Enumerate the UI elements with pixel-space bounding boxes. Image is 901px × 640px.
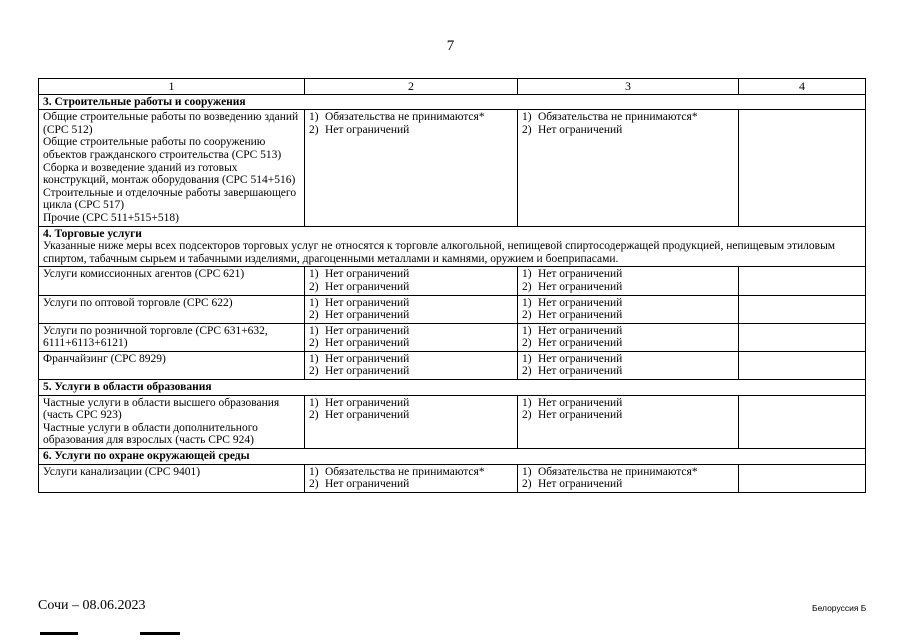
sector-cell bbox=[39, 295, 305, 323]
measure-number: 2) bbox=[522, 309, 532, 322]
measure-text: Нет ограничений bbox=[325, 309, 410, 322]
measure-text: Нет ограничений bbox=[325, 123, 410, 136]
sector-cell bbox=[39, 395, 305, 448]
empty-cell bbox=[739, 351, 866, 379]
measure-number: 1) bbox=[522, 396, 532, 409]
measure-number: 1) bbox=[309, 268, 319, 281]
measure-text: Нет ограничений bbox=[325, 280, 410, 293]
measure-cell bbox=[305, 464, 518, 492]
header-cell: 3 bbox=[518, 79, 739, 95]
sector-name: Общие строительные работы по сооружению объектов гражданского строительства (CPC 513) bbox=[43, 136, 282, 161]
measure-cell bbox=[305, 267, 518, 295]
measure-text: Нет ограничений bbox=[325, 396, 410, 409]
measure-number: 1) bbox=[309, 296, 319, 309]
measure-cell bbox=[305, 110, 518, 226]
measure-item bbox=[309, 111, 513, 124]
measure-text: Нет ограничений bbox=[538, 268, 623, 281]
section-title: 3. Строительные работы и сооружения bbox=[43, 95, 246, 108]
measure-item bbox=[522, 337, 734, 350]
measure-text: Нет ограничений bbox=[325, 268, 410, 281]
section-title-cell bbox=[39, 380, 866, 396]
measure-item bbox=[522, 353, 734, 366]
measure-cell bbox=[518, 267, 739, 295]
measure-cell bbox=[518, 464, 739, 492]
measure-item bbox=[309, 353, 513, 366]
measure-text: Нет ограничений bbox=[538, 352, 623, 365]
measure-text: Нет ограничений bbox=[325, 352, 410, 365]
measure-cell bbox=[518, 110, 739, 226]
measure-cell bbox=[518, 351, 739, 379]
measure-number: 1) bbox=[522, 324, 532, 337]
sector-name: Строительные и отделочные работы завершающего цикла (CPC 517) bbox=[43, 186, 297, 212]
measure-item bbox=[522, 111, 734, 124]
measure-number: 2) bbox=[522, 280, 532, 293]
measure-item bbox=[522, 409, 734, 422]
measure-text: Нет ограничений bbox=[325, 365, 410, 378]
measure-item bbox=[309, 466, 513, 479]
measure-number: 1) bbox=[522, 111, 532, 124]
measure-item bbox=[522, 297, 734, 310]
section-note: Указанные ниже меры всех подсекторов торговых услуг не относятся к торговле алкогольной, непищевой спиртосодержащей продукцией, непищевым этиловым спиртом, табачным сырьем и табачными изделиями, драгоценными металлами и камнями, оружием и боеприпасами. bbox=[43, 240, 836, 265]
sector-cell bbox=[39, 267, 305, 295]
sector-cell bbox=[39, 110, 305, 226]
page-number: 7 bbox=[446, 38, 455, 54]
measure-number: 1) bbox=[522, 296, 532, 309]
sector-name: Франчайзинг (CPC 8929) bbox=[43, 352, 166, 365]
section-title-cell bbox=[39, 449, 866, 465]
empty-cell bbox=[739, 323, 866, 351]
table-row bbox=[39, 110, 866, 226]
measure-text: Обязательства не принимаются* bbox=[538, 111, 698, 124]
sector-name: Услуги комиссионных агентов (CPC 621) bbox=[43, 268, 245, 281]
table-row bbox=[39, 351, 866, 379]
measure-text: Нет ограничений bbox=[538, 396, 623, 409]
measure-item bbox=[309, 478, 513, 491]
measure-text: Нет ограничений bbox=[538, 296, 623, 309]
sector-name: Частные услуги в области дополнительного образования для взрослых (часть CPC 924) bbox=[43, 421, 258, 447]
section-title: 6. Услуги по охране окружающей среды bbox=[43, 450, 250, 463]
measure-text: Нет ограничений bbox=[325, 337, 410, 350]
measure-text: Нет ограничений bbox=[538, 337, 623, 350]
measure-cell bbox=[305, 395, 518, 448]
measure-item bbox=[309, 297, 513, 310]
measure-item bbox=[309, 309, 513, 322]
footer-mark bbox=[140, 632, 180, 635]
header-cell: 1 bbox=[39, 79, 305, 95]
measure-item bbox=[309, 365, 513, 378]
measure-item bbox=[309, 397, 513, 410]
section-title: 5. Услуги в области образования bbox=[43, 381, 212, 394]
measure-text: Обязательства не принимаются* bbox=[325, 465, 485, 478]
table-row bbox=[39, 395, 866, 448]
header-cell: 4 bbox=[739, 79, 866, 95]
measure-item bbox=[522, 466, 734, 479]
measure-number: 1) bbox=[522, 465, 532, 478]
sector-cell bbox=[39, 323, 305, 351]
sector-name: Частные услуги в области высшего образования (часть CPC 923) bbox=[43, 396, 280, 422]
measure-text: Нет ограничений bbox=[325, 409, 410, 422]
footer-country: Белоруссия Б bbox=[812, 603, 867, 613]
measure-item bbox=[522, 281, 734, 294]
measure-item bbox=[309, 325, 513, 338]
sector-name: Услуги по розничной торговле (CPC 631+632, 6111+6113+6121) bbox=[43, 324, 268, 350]
measure-text: Нет ограничений bbox=[538, 478, 623, 491]
measure-item bbox=[309, 409, 513, 422]
measure-text: Нет ограничений bbox=[538, 365, 623, 378]
measure-number: 2) bbox=[309, 309, 319, 322]
measure-cell bbox=[518, 295, 739, 323]
measure-text: Нет ограничений bbox=[538, 309, 623, 322]
measure-cell bbox=[305, 351, 518, 379]
empty-cell bbox=[739, 395, 866, 448]
measure-item bbox=[522, 397, 734, 410]
sector-name: Сборка и возведение зданий из готовых конструкций, монтаж оборудования (CPC 514+516) bbox=[43, 161, 296, 187]
measure-item bbox=[309, 124, 513, 137]
measure-number: 1) bbox=[309, 396, 319, 409]
measure-number: 2) bbox=[309, 409, 319, 422]
section-row bbox=[39, 449, 866, 465]
sector-name: Прочие (CPC 511+515+518) bbox=[43, 211, 179, 224]
measure-item bbox=[522, 309, 734, 322]
measure-cell bbox=[305, 323, 518, 351]
footer-mark bbox=[40, 632, 78, 635]
sector-name: Услуги по оптовой торговле (CPC 622) bbox=[43, 296, 233, 309]
table-row bbox=[39, 295, 866, 323]
measure-text: Обязательства не принимаются* bbox=[325, 111, 485, 124]
sector-cell bbox=[39, 464, 305, 492]
section-row bbox=[39, 94, 866, 110]
header-cell: 2 bbox=[305, 79, 518, 95]
measure-item bbox=[522, 365, 734, 378]
section-title: 4. Торговые услуги bbox=[43, 227, 142, 240]
table-row bbox=[39, 323, 866, 351]
measure-text: Нет ограничений bbox=[538, 280, 623, 293]
section-title-cell bbox=[39, 94, 866, 110]
measure-text: Нет ограничений bbox=[538, 123, 623, 136]
section-row bbox=[39, 226, 866, 267]
measure-item bbox=[522, 124, 734, 137]
table-row bbox=[39, 464, 866, 492]
empty-cell bbox=[739, 267, 866, 295]
empty-cell bbox=[739, 110, 866, 226]
measure-cell bbox=[518, 323, 739, 351]
sector-cell bbox=[39, 351, 305, 379]
measure-number: 2) bbox=[522, 365, 532, 378]
measure-item bbox=[309, 281, 513, 294]
measure-item bbox=[522, 325, 734, 338]
measure-number: 1) bbox=[309, 352, 319, 365]
measure-text: Нет ограничений bbox=[325, 478, 410, 491]
measure-number: 1) bbox=[522, 352, 532, 365]
empty-cell bbox=[739, 295, 866, 323]
measure-number: 2) bbox=[309, 478, 319, 491]
measure-item bbox=[522, 478, 734, 491]
measure-item bbox=[522, 268, 734, 281]
measure-number: 1) bbox=[522, 268, 532, 281]
measure-number: 1) bbox=[309, 465, 319, 478]
empty-cell bbox=[739, 464, 866, 492]
measure-number: 2) bbox=[309, 337, 319, 350]
measure-number: 2) bbox=[522, 337, 532, 350]
measure-number: 2) bbox=[522, 123, 532, 136]
sector-name: Услуги канализации (CPC 9401) bbox=[43, 465, 201, 478]
measure-number: 2) bbox=[522, 409, 532, 422]
section-title-cell bbox=[39, 226, 866, 267]
table-header-row bbox=[39, 79, 866, 95]
measure-number: 2) bbox=[309, 365, 319, 378]
sector-name: Общие строительные работы по возведению зданий (CPC 512) bbox=[43, 111, 299, 136]
measure-item bbox=[309, 337, 513, 350]
measure-text: Нет ограничений bbox=[538, 324, 623, 337]
measure-item bbox=[309, 268, 513, 281]
measure-text: Обязательства не принимаются* bbox=[538, 465, 698, 478]
measure-text: Нет ограничений bbox=[325, 296, 410, 309]
measure-text: Нет ограничений bbox=[538, 409, 623, 422]
measure-number: 1) bbox=[309, 324, 319, 337]
measure-number: 2) bbox=[309, 123, 319, 136]
measure-number: 1) bbox=[309, 111, 319, 124]
measure-cell bbox=[518, 395, 739, 448]
section-row bbox=[39, 380, 866, 396]
commitments-table bbox=[38, 78, 866, 493]
measure-cell bbox=[305, 295, 518, 323]
table-row bbox=[39, 267, 866, 295]
measure-number: 2) bbox=[309, 280, 319, 293]
measure-text: Нет ограничений bbox=[325, 324, 410, 337]
footer-city-date: Сочи – 08.06.2023 bbox=[38, 598, 146, 613]
measure-number: 2) bbox=[522, 478, 532, 491]
